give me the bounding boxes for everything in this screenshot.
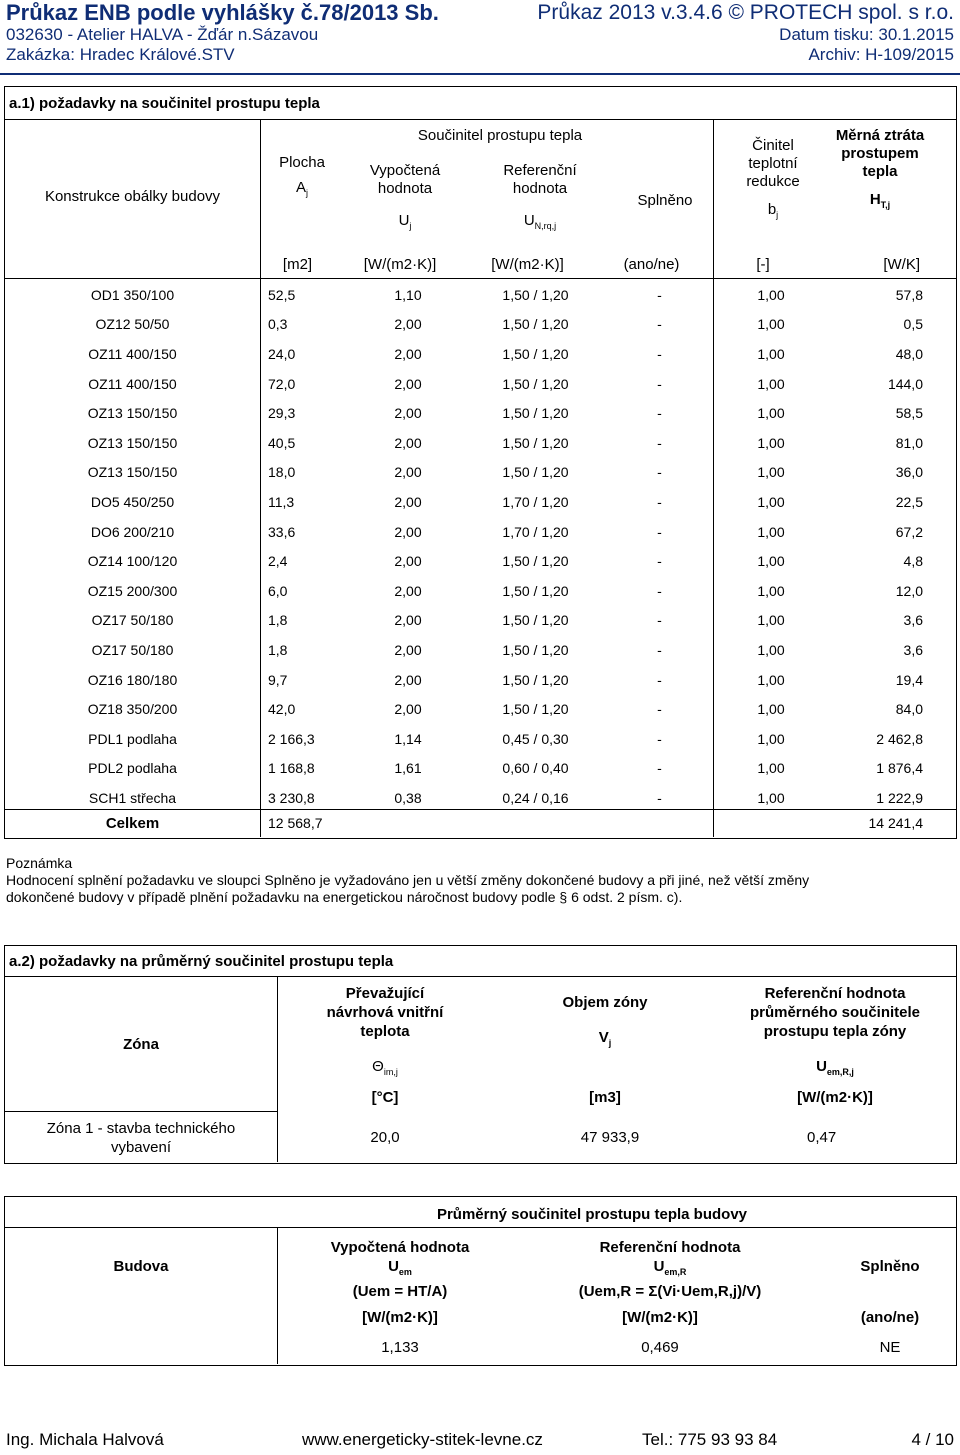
cell-h: 1 222,9 — [876, 789, 923, 806]
cell-b: 1,00 — [757, 464, 785, 481]
table-row — [5, 754, 956, 784]
cell-h: 48,0 — [895, 345, 923, 362]
col-building-ref: Referenční hodnota — [599, 1239, 741, 1256]
cell-h: 3,6 — [903, 641, 923, 658]
cell-uref: 1,50 / 1,20 — [502, 553, 569, 570]
cell-uref: 1,50 / 1,20 — [502, 464, 569, 481]
cell-u: 2,00 — [394, 464, 422, 481]
col-building-calc-symbol: $U_{em}$ — [388, 1258, 412, 1277]
cell-b: 1,00 — [757, 345, 785, 362]
cell-name: OZ17 50/180 — [91, 612, 174, 629]
col-building-calc: Vypočtená hodnota — [330, 1239, 470, 1256]
cell-area: 2,4 — [268, 553, 288, 570]
cell-u: 2,00 — [394, 345, 422, 362]
note-text: Hodnocení splnění požadavku ve sloupci Splněno je vyžadováno jen u větší změny dokončené budovy a při jiné, než větší změny dokončené budovy v případě plnění požadavku na energetickou náročnost budovy podle § 6 odst. 2 písm. c). — [6, 872, 810, 905]
cell-ok: - — [657, 345, 662, 362]
cell-name: OZ12 50/50 — [95, 316, 170, 333]
col-u-ref: Referenční hodnota — [503, 162, 577, 197]
col-building-ref-symbol: $U_{em,R}$ — [653, 1258, 687, 1277]
building-ref-value: 0,469 — [641, 1339, 679, 1356]
col-u-calc: Vypočtená hodnota — [369, 162, 441, 197]
cell-area: 9,7 — [268, 671, 288, 688]
cell-ok: - — [657, 316, 662, 333]
cell-ok: - — [657, 582, 662, 599]
cell-ok: - — [657, 641, 662, 658]
cell-h: 0,5 — [903, 316, 923, 333]
cell-u: 2,00 — [394, 523, 422, 540]
header-divider — [0, 73, 960, 75]
cell-ok: - — [657, 493, 662, 510]
col-building-ref-formula: (Uem,R = Σ(Vi·Uem,R,j)/V) — [578, 1283, 762, 1300]
cell-u: 2,00 — [394, 375, 422, 392]
unit-u-calc: [W/(m2·K)] — [363, 255, 437, 273]
units-row — [5, 249, 956, 279]
note-block — [6, 855, 906, 906]
cell-u: 1,10 — [394, 286, 422, 303]
cell-h: 22,5 — [895, 493, 923, 510]
cell-b: 1,00 — [757, 582, 785, 599]
cell-uref: 1,50 / 1,20 — [502, 641, 569, 658]
unit-h: [W/K] — [883, 255, 920, 273]
section-building-box — [4, 1196, 957, 1366]
col-building-calc-formula: (Uem = HT/A) — [352, 1283, 448, 1300]
cell-uref: 0,45 / 0,30 — [502, 730, 569, 747]
unit-building-calc: [W/(m2·K)] — [362, 1309, 438, 1326]
col-volume: Objem zóny — [562, 994, 648, 1011]
col-zone-uref-symbol: $U_{em,R,j}$ — [816, 1058, 854, 1077]
cell-u: 2,00 — [394, 582, 422, 599]
cell-name: OD1 350/100 — [90, 286, 175, 303]
cell-name: OZ15 200/300 — [87, 582, 178, 599]
cell-area: 11,3 — [268, 493, 295, 510]
cell-h: 144,0 — [887, 375, 923, 392]
cell-h: 12,0 — [895, 582, 923, 599]
cell-name: PDL2 podlaha — [88, 760, 177, 777]
table-row — [5, 635, 956, 665]
col-b-symbol: $b_j$ — [767, 201, 779, 220]
col-h: Měrná ztráta prostupem tepla — [835, 127, 925, 180]
software-version: Průkaz 2013 v.3.4.6 © PROTECH spol. s r.o. — [537, 1, 954, 24]
page-header-left — [6, 0, 439, 65]
cell-u: 0,38 — [394, 789, 422, 806]
col-zone: Zóna — [123, 1036, 159, 1053]
unit-building-ok: (ano/ne) — [860, 1309, 920, 1326]
cell-ok: - — [657, 789, 662, 806]
cell-b: 1,00 — [757, 316, 785, 333]
cell-u: 2,00 — [394, 612, 422, 629]
footer-web[interactable]: www.energeticky-stitek-levne.cz — [302, 1430, 543, 1449]
col-b: Činitel teplotní redukce — [746, 137, 800, 190]
total-h: 14 241,4 — [868, 815, 923, 831]
constructions-table — [5, 280, 956, 813]
cell-uref: 1,50 / 1,20 — [502, 375, 569, 392]
zone-uref: 0,47 — [807, 1129, 837, 1146]
total-label: Celkem — [105, 814, 160, 832]
cell-name: DO6 200/210 — [90, 523, 175, 540]
cell-area: 3 230,8 — [268, 789, 315, 806]
job-line: Zakázka: Hradec Králové.STV — [6, 45, 235, 64]
cell-ok: - — [657, 464, 662, 481]
cell-b: 1,00 — [757, 523, 785, 540]
cell-ok: - — [657, 523, 662, 540]
cell-ok: - — [657, 612, 662, 629]
cell-name: OZ14 100/120 — [87, 553, 178, 570]
unit-b: [-] — [756, 255, 770, 273]
table-row — [5, 280, 956, 310]
cell-uref: 1,50 / 1,20 — [502, 434, 569, 451]
company-line: 032630 - Atelier HALVA - Žďár n.Sázavou — [6, 25, 319, 44]
cell-area: 29,3 — [268, 405, 296, 422]
footer-phone: Tel.: 775 93 93 84 — [642, 1430, 778, 1449]
cell-ok: - — [657, 730, 662, 747]
table-row — [5, 517, 956, 547]
table-row — [5, 546, 956, 576]
cell-u: 2,00 — [394, 701, 422, 718]
col-construction: Konstrukce obálky budovy — [44, 188, 221, 205]
cell-name: OZ13 150/150 — [87, 464, 178, 481]
cell-name: OZ17 50/180 — [91, 641, 174, 658]
table-row — [5, 310, 956, 340]
table-row — [5, 576, 956, 606]
cell-h: 19,4 — [895, 671, 923, 688]
col-zone-uref: Referenční hodnota průměrného součinitele prostupu tepla zóny — [749, 985, 921, 1040]
unit-zone-uref: [W/(m2·K)] — [797, 1089, 873, 1106]
cell-uref: 1,50 / 1,20 — [502, 316, 569, 333]
cell-u: 2,00 — [394, 493, 422, 510]
cell-name: OZ18 350/200 — [87, 701, 178, 718]
cell-b: 1,00 — [757, 434, 785, 451]
table-row — [5, 606, 956, 636]
cell-name: OZ16 180/180 — [87, 671, 178, 688]
col-area: Plocha — [279, 154, 325, 171]
col-building-ok: Splněno — [860, 1258, 920, 1275]
col-building: Budova — [113, 1258, 169, 1275]
cell-name: DO5 450/250 — [90, 493, 175, 510]
col-u-ref-symbol: $U_{N,rq,j}$ — [523, 212, 557, 231]
unit-volume: [m3] — [589, 1089, 621, 1106]
cell-ok: - — [657, 286, 662, 303]
unit-u-ref: [W/(m2·K)] — [491, 255, 564, 273]
col-u-group: Součinitel prostupu tepla — [417, 127, 583, 144]
table-row — [5, 339, 956, 369]
cell-name: OZ13 150/150 — [87, 405, 178, 422]
cell-area: 1 168,8 — [268, 760, 315, 777]
cell-u: 1,61 — [394, 760, 422, 777]
building-group-title: Průměrný součinitel prostupu tepla budovy — [436, 1206, 748, 1223]
cell-ok: - — [657, 760, 662, 777]
col-h-symbol: $H_{T,j}$ — [869, 191, 891, 210]
cell-b: 1,00 — [757, 760, 785, 777]
unit-building-ref: [W/(m2·K)] — [622, 1309, 698, 1326]
cell-name: SCH1 střecha — [88, 789, 177, 806]
cell-name: PDL1 podlaha — [88, 730, 177, 747]
print-date: Datum tisku: 30.1.2015 — [779, 25, 954, 44]
col-temp-symbol: $\Theta_{im,j}$ — [372, 1058, 398, 1077]
zone-temp: 20,0 — [370, 1129, 400, 1146]
cell-u: 2,00 — [394, 553, 422, 570]
cell-u: 2,00 — [394, 316, 422, 333]
cell-uref: 0,24 / 0,16 — [502, 789, 569, 806]
note-title: Poznámka — [6, 855, 73, 871]
cell-h: 84,0 — [895, 701, 923, 718]
cell-u: 2,00 — [394, 434, 422, 451]
cell-ok: - — [657, 405, 662, 422]
building-ok-value: NE — [879, 1339, 901, 1356]
zone-name: Zóna 1 - stavba technického vybavení — [46, 1120, 236, 1156]
cell-uref: 1,50 / 1,20 — [502, 286, 569, 303]
cell-area: 33,6 — [268, 523, 296, 540]
cell-b: 1,00 — [757, 641, 785, 658]
cell-ok: - — [657, 434, 662, 451]
cell-area: 52,5 — [268, 286, 296, 303]
total-area: 12 568,7 — [268, 815, 323, 831]
cell-name: OZ13 150/150 — [87, 434, 178, 451]
cell-b: 1,00 — [757, 286, 785, 303]
section-a1-box — [4, 86, 957, 839]
document-title: Průkaz ENB podle vyhlášky č.78/2013 Sb. — [6, 0, 439, 25]
cell-h: 2 462,8 — [876, 730, 923, 747]
unit-temp: [°C] — [371, 1089, 399, 1106]
cell-b: 1,00 — [757, 493, 785, 510]
col-volume-symbol: $V_j$ — [598, 1029, 612, 1048]
cell-b: 1,00 — [757, 405, 785, 422]
footer-page-number: 4 / 10 — [911, 1430, 954, 1449]
cell-area: 72,0 — [268, 375, 296, 392]
table-row — [5, 487, 956, 517]
cell-area: 1,8 — [268, 612, 288, 629]
cell-b: 1,00 — [757, 375, 785, 392]
cell-name: OZ11 400/150 — [88, 345, 177, 362]
cell-uref: 1,50 / 1,20 — [502, 612, 569, 629]
cell-ok: - — [657, 701, 662, 718]
cell-b: 1,00 — [757, 612, 785, 629]
cell-area: 0,3 — [268, 316, 288, 333]
cell-ok: - — [657, 553, 662, 570]
table-row — [5, 665, 956, 695]
cell-h: 57,8 — [895, 286, 923, 303]
cell-h: 36,0 — [895, 464, 923, 481]
cell-uref: 1,50 / 1,20 — [502, 701, 569, 718]
col-temp: Převažující návrhová vnitřní teplota — [326, 985, 444, 1040]
table-row — [5, 428, 956, 458]
cell-h: 1 876,4 — [876, 760, 923, 777]
col-u-calc-symbol: $U_j$ — [398, 212, 412, 231]
cell-area: 2 166,3 — [268, 730, 315, 747]
cell-u: 2,00 — [394, 671, 422, 688]
archive-number: Archiv: H-109/2015 — [808, 45, 954, 64]
unit-ok: (ano/ne) — [623, 255, 680, 273]
cell-uref: 1,50 / 1,20 — [502, 671, 569, 688]
building-calc-value: 1,133 — [381, 1339, 419, 1356]
cell-area: 42,0 — [268, 701, 296, 718]
col-ok: Splněno — [637, 192, 693, 209]
cell-area: 6,0 — [268, 582, 288, 599]
cell-uref: 1,50 / 1,20 — [502, 405, 569, 422]
cell-u: 2,00 — [394, 641, 422, 658]
table-row — [5, 369, 956, 399]
section-a2-box — [4, 945, 957, 1164]
cell-uref: 1,50 / 1,20 — [502, 345, 569, 362]
cell-u: 2,00 — [394, 405, 422, 422]
cell-uref: 1,70 / 1,20 — [502, 493, 569, 510]
col-area-symbol: $A_j$ — [295, 179, 308, 198]
cell-name: OZ11 400/150 — [88, 375, 177, 392]
section-a1-title: a.1) požadavky na součinitel prostupu tepla — [9, 95, 320, 112]
cell-h: 3,6 — [903, 612, 923, 629]
zone-volume: 47 933,9 — [580, 1129, 640, 1146]
cell-uref: 1,50 / 1,20 — [502, 582, 569, 599]
cell-b: 1,00 — [757, 553, 785, 570]
cell-h: 4,8 — [903, 553, 923, 570]
table-row — [5, 694, 956, 724]
table-row — [5, 398, 956, 428]
cell-b: 1,00 — [757, 671, 785, 688]
cell-area: 24,0 — [268, 345, 296, 362]
table-row — [5, 458, 956, 488]
cell-uref: 1,70 / 1,20 — [502, 523, 569, 540]
table-row — [5, 724, 956, 754]
page-header-right — [537, 0, 954, 65]
cell-h: 67,2 — [895, 523, 923, 540]
cell-ok: - — [657, 671, 662, 688]
cell-b: 1,00 — [757, 730, 785, 747]
cell-ok: - — [657, 375, 662, 392]
cell-area: 40,5 — [268, 434, 296, 451]
cell-b: 1,00 — [757, 701, 785, 718]
total-row — [5, 809, 956, 837]
unit-area: [m2] — [282, 255, 313, 273]
cell-area: 18,0 — [268, 464, 296, 481]
cell-uref: 0,60 / 0,40 — [502, 760, 569, 777]
cell-u: 1,14 — [394, 730, 422, 747]
cell-h: 58,5 — [895, 405, 923, 422]
section-a2-title: a.2) požadavky na průměrný součinitel prostupu tepla — [9, 953, 394, 970]
cell-h: 81,0 — [895, 434, 923, 451]
footer-author: Ing. Michala Halvová — [6, 1430, 164, 1449]
cell-area: 1,8 — [268, 641, 288, 658]
cell-b: 1,00 — [757, 789, 785, 806]
